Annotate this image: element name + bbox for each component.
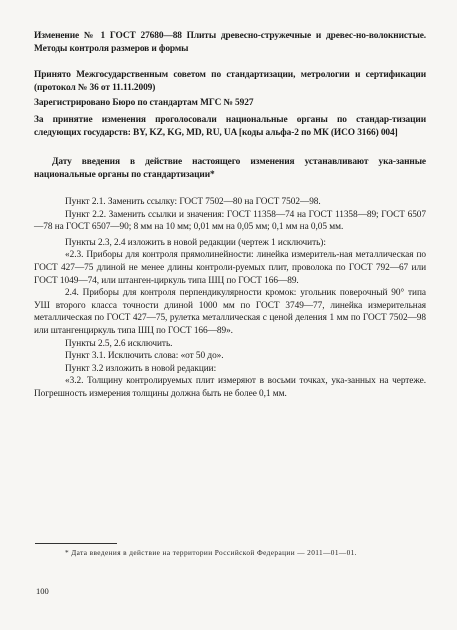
amendment-title: Изменение № 1 ГОСТ 27680—88 Плиты древесно-стружечные и древес-но-волокнистые. Методы контроля размеров и формы [34, 31, 426, 54]
voting-note: За принятие изменения проголосовали национальные органы по стандар-тизации следующих государств: BY, KZ, KG, MD, RU, UA [коды альфа-2 по МК (ИСО 3166) 004] [34, 115, 426, 138]
footnote: * Дата введения в действие на территории Российской Федерации — 2011—01—01. [65, 548, 357, 557]
effective-date-note: Дату введения в действие настоящего изменения устанавливают ука-занные национальные органы по стандартизации* [34, 157, 426, 180]
paragraph-2-5-2-6: Пункты 2.5, 2.6 исключить. [65, 338, 173, 349]
paragraph-2-1: Пункт 2.1. Заменить ссылку: ГОСТ 7502—80 на ГОСТ 7502—98. [65, 197, 321, 207]
paragraph-2-3: «2.3. Приборы для контроля прямолинейности: линейка измеритель-ная металлическая по ГОСТ 427—75 длиной не менее длины контроли-руемых плит, проволока по ГОСТ 792—67 или ГОСТ 1049—74, или штанген-циркуль типа ШЦ по ГОСТ 166—89. [34, 250, 426, 286]
paragraph-2-4: 2.4. Приборы для контроля перпендикулярности кромок: угольник поверочный 90° типа УШ второго класса точности длиной 1000 мм по ГОСТ 3749—77, линейка измерительная металлическая по ГОСТ 427—75, рулетка металлическая с ценой деления 1 мм по ГОСТ 7502—98 или штангенциркуль типа ШЦ по ГОСТ 166—89». [34, 288, 426, 336]
adoption-note: Принято Межгосударственным советом по стандартизации, метрологии и сертификации (протокол № 36 от 11.11.2009) [34, 70, 426, 93]
paragraph-3-2-intro: Пункт 3.2 изложить в новой редакции: [65, 363, 217, 374]
paragraph-3-2: «3.2. Толщину контролируемых плит измеряют в восьми точках, ука-занных на чертеже. Погрешность измерения толщины должна быть не более 0,1 мм. [34, 376, 426, 399]
page-number: 100 [36, 586, 49, 596]
amendment-body [34, 196, 426, 401]
paragraph-2-2: Пункт 2.2. Заменить ссылки и значения: ГОСТ 11358—74 на ГОСТ 11358—89; ГОСТ 6507—78 на ГОСТ 6507—90; 8 мм на 10 мм; 0,01 мм на 0,05 мм; 0,1 мм на 0,05 мм. [34, 209, 426, 233]
paragraph-2-3-2-4-intro: Пункты 2.3, 2.4 изложить в новой редакции (чертеж 1 исключить): [65, 237, 326, 248]
paragraph-3-1: Пункт 3.1. Исключить слова: «от 50 до». [65, 351, 224, 362]
registration-note: Зарегистрировано Бюро по стандартам МГС № 5927 [34, 98, 254, 108]
footnote-divider [35, 543, 117, 544]
